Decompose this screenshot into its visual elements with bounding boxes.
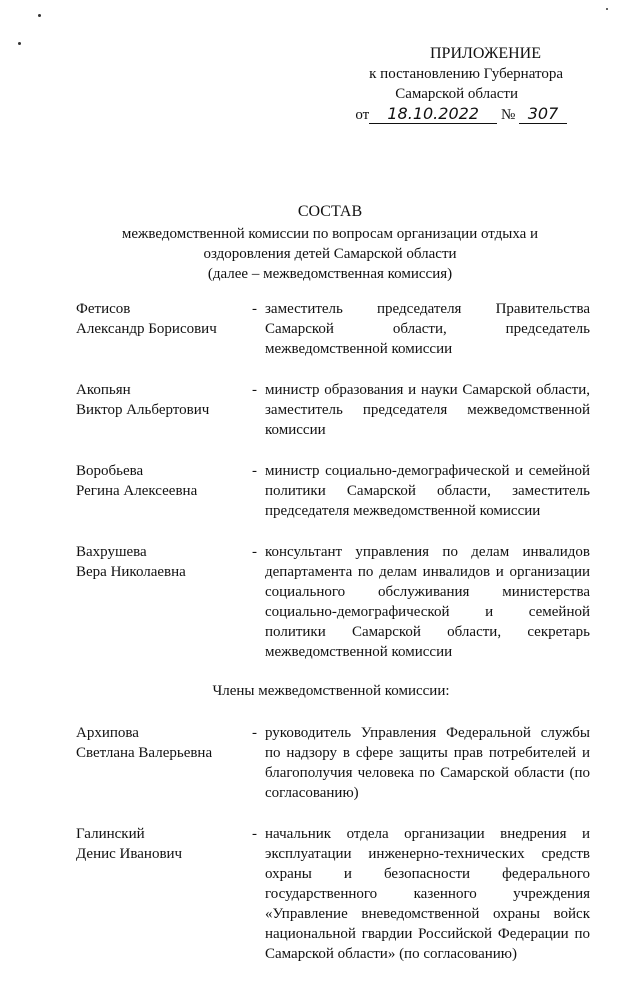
- member-row: [76, 824, 590, 964]
- handwritten-date: 18.10.2022: [369, 105, 497, 124]
- member-dash: -: [252, 725, 257, 741]
- member-surname: Архипова: [76, 725, 139, 741]
- member-surname: Воробьева: [76, 463, 144, 479]
- member-row: [76, 542, 590, 662]
- member-given-name: Вера Николаевна: [76, 564, 186, 580]
- member-dash: -: [252, 826, 257, 842]
- member-name: [76, 299, 252, 359]
- member-row: [76, 461, 590, 521]
- annex-decree-line: к постановлению Губернатора: [369, 66, 563, 82]
- member-surname: Акопьян: [76, 382, 131, 398]
- member-name: [76, 380, 252, 440]
- annex-date-line: [0, 105, 567, 125]
- member-surname: Вахрушева: [76, 544, 147, 560]
- member-given-name: Денис Иванович: [76, 846, 183, 862]
- handwritten-number: 307: [519, 105, 567, 124]
- member-name: [76, 824, 252, 964]
- heading-title: СОСТАВ: [297, 203, 363, 220]
- member-dash: -: [252, 301, 257, 317]
- member-role: министр образования и науки Самарской области, заместитель председателя межведомственной комиссии: [265, 382, 590, 438]
- member-name: [76, 461, 252, 521]
- member-name: [76, 542, 252, 662]
- member-row: [76, 380, 590, 440]
- scan-speck: [606, 8, 608, 10]
- heading-line-1: межведомственной комиссии по вопросам организации отдыха и: [121, 226, 539, 242]
- member-role: министр социально-демографической и семейной политики Самарской области, заместитель председателя межведомственной комиссии: [265, 463, 590, 519]
- member-name: [76, 723, 252, 803]
- member-dash: -: [252, 544, 257, 560]
- member-row: [76, 723, 590, 803]
- heading-line-3: (далее – межведомственная комиссия): [207, 266, 453, 282]
- member-role: заместитель председателя Правительства Самарской области, председатель межведомственной комиссии: [265, 301, 590, 357]
- members-subheading: Члены межведомственной комиссии:: [212, 683, 450, 699]
- member-given-name: Светлана Валерьевна: [76, 745, 213, 761]
- scan-speck: [38, 14, 41, 17]
- number-prefix: №: [500, 107, 516, 123]
- commission-composition: [76, 299, 590, 985]
- member-surname: Галинский: [76, 826, 145, 842]
- member-role: начальник отдела организации внедрения и эксплуатации инженерно-технических средств охраны и безопасности федерального государственного казенного учреждения «Управление вневедомственной охраны войск национальной гвардии Российской Федерации по Самарской области» (по согласованию): [265, 826, 590, 962]
- member-dash: -: [252, 382, 257, 398]
- heading-line-2: оздоровления детей Самарской области: [203, 246, 457, 262]
- member-dash: -: [252, 463, 257, 479]
- member-given-name: Виктор Альбертович: [76, 402, 210, 418]
- annex-title: ПРИЛОЖЕНИЕ: [429, 45, 541, 62]
- member-given-name: Регина Алексеевна: [76, 483, 198, 499]
- member-role: консультант управления по делам инвалидов департамента по делам инвалидов и организации социального обслуживания министерства социально-демографической и семейной политики Самарской области, секретарь межведомственной комиссии: [265, 544, 590, 660]
- date-prefix: от: [355, 107, 370, 123]
- annex-region-line: Самарской области: [395, 86, 518, 102]
- member-row: [76, 299, 590, 359]
- member-role: руководитель Управления Федеральной службы по надзору в сфере защиты прав потребителей и благополучия человека по Самарской области (по согласованию): [265, 725, 590, 801]
- member-surname: Фетисов: [76, 301, 131, 317]
- annex-block: [0, 44, 563, 125]
- member-given-name: Александр Борисович: [76, 321, 217, 337]
- document-heading: [70, 202, 590, 284]
